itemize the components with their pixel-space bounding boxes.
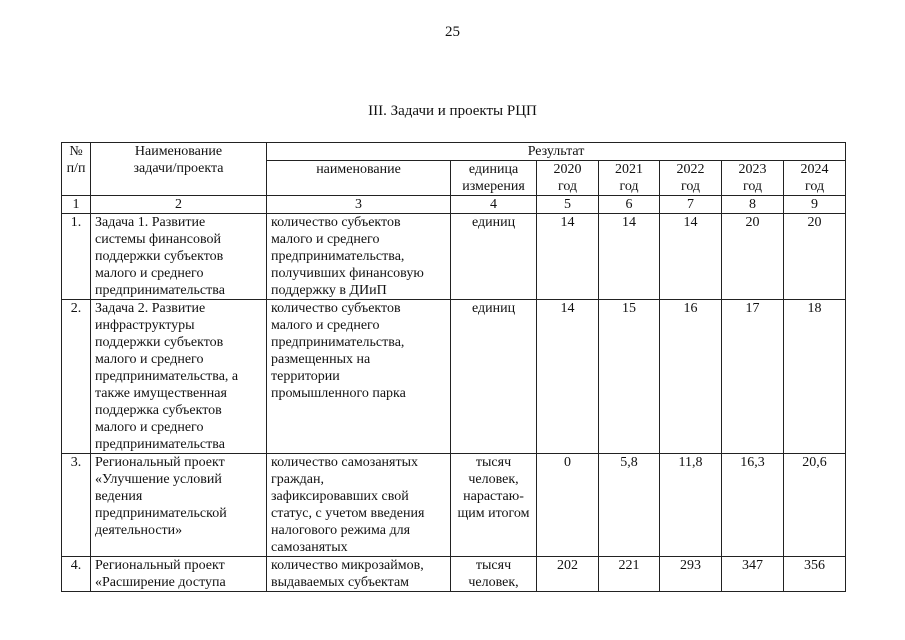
header-unit: единица измерения — [451, 161, 537, 196]
column-number-row — [62, 196, 846, 214]
row-value: 221 — [599, 557, 660, 592]
row-num: 1. — [62, 214, 91, 300]
row-indicator: количество субъектов малого и среднего предпринимательства, размещенных на территории промышленного парка — [267, 300, 451, 454]
row-value: 16 — [660, 300, 722, 454]
row-value: 356 — [784, 557, 846, 592]
page-number: 25 — [445, 24, 460, 40]
header-indicator-name: наименование — [267, 161, 451, 196]
table-row — [62, 300, 846, 454]
row-value: 14 — [660, 214, 722, 300]
row-value: 14 — [537, 214, 599, 300]
header-row-1 — [62, 143, 846, 161]
row-num: 2. — [62, 300, 91, 454]
header-year: 2022 год — [660, 161, 722, 196]
row-value: 11,8 — [660, 454, 722, 557]
table-row — [62, 454, 846, 557]
header-year: 2021 год — [599, 161, 660, 196]
row-unit: единиц — [451, 300, 537, 454]
row-value: 18 — [784, 300, 846, 454]
tasks-projects-table — [61, 142, 846, 592]
row-task-name: Региональный проект «Улучшение условий ведения предпринимательской деятельности» — [91, 454, 267, 557]
row-value: 17 — [722, 300, 784, 454]
table-row — [62, 214, 846, 300]
column-number: 3 — [267, 196, 451, 214]
header-year: 2020 год — [537, 161, 599, 196]
column-number: 5 — [537, 196, 599, 214]
header-num: № п/п — [62, 143, 91, 196]
row-indicator: количество микрозаймов, выдаваемых субъектам — [267, 557, 451, 592]
row-value: 347 — [722, 557, 784, 592]
row-value: 5,8 — [599, 454, 660, 557]
row-unit: тысяч человек, нарастаю- щим итогом — [451, 454, 537, 557]
column-number: 9 — [784, 196, 846, 214]
table-row — [62, 557, 846, 592]
row-value: 14 — [537, 300, 599, 454]
section-title: III. Задачи и проекты РЦП — [368, 103, 537, 119]
row-task-name: Задача 2. Развитие инфраструктуры поддержки субъектов малого и среднего предпринимательства, а также имущественная поддержка субъектов малого и среднего предпринимательства — [91, 300, 267, 454]
row-task-name: Задача 1. Развитие системы финансовой поддержки субъектов малого и среднего предпринимательства — [91, 214, 267, 300]
row-task-name: Региональный проект «Расширение доступа — [91, 557, 267, 592]
row-value: 20 — [722, 214, 784, 300]
column-number: 8 — [722, 196, 784, 214]
column-number: 4 — [451, 196, 537, 214]
row-value: 16,3 — [722, 454, 784, 557]
column-number: 2 — [91, 196, 267, 214]
row-value: 293 — [660, 557, 722, 592]
header-task-name: Наименование задачи/проекта — [91, 143, 267, 196]
row-value: 15 — [599, 300, 660, 454]
header-year: 2024 год — [784, 161, 846, 196]
row-value: 0 — [537, 454, 599, 557]
row-unit: единиц — [451, 214, 537, 300]
row-value: 20 — [784, 214, 846, 300]
column-number: 1 — [62, 196, 91, 214]
column-number: 7 — [660, 196, 722, 214]
row-num: 3. — [62, 454, 91, 557]
row-indicator: количество субъектов малого и среднего предпринимательства, получивших финансовую поддержку в ДИиП — [267, 214, 451, 300]
row-value: 202 — [537, 557, 599, 592]
row-indicator: количество самозанятых граждан, зафиксировавших свой статус, с учетом введения налогового режима для самозанятых — [267, 454, 451, 557]
row-num: 4. — [62, 557, 91, 592]
row-unit: тысяч человек, — [451, 557, 537, 592]
header-result: Результат — [267, 143, 846, 161]
column-number: 6 — [599, 196, 660, 214]
row-value: 14 — [599, 214, 660, 300]
row-value: 20,6 — [784, 454, 846, 557]
header-year: 2023 год — [722, 161, 784, 196]
